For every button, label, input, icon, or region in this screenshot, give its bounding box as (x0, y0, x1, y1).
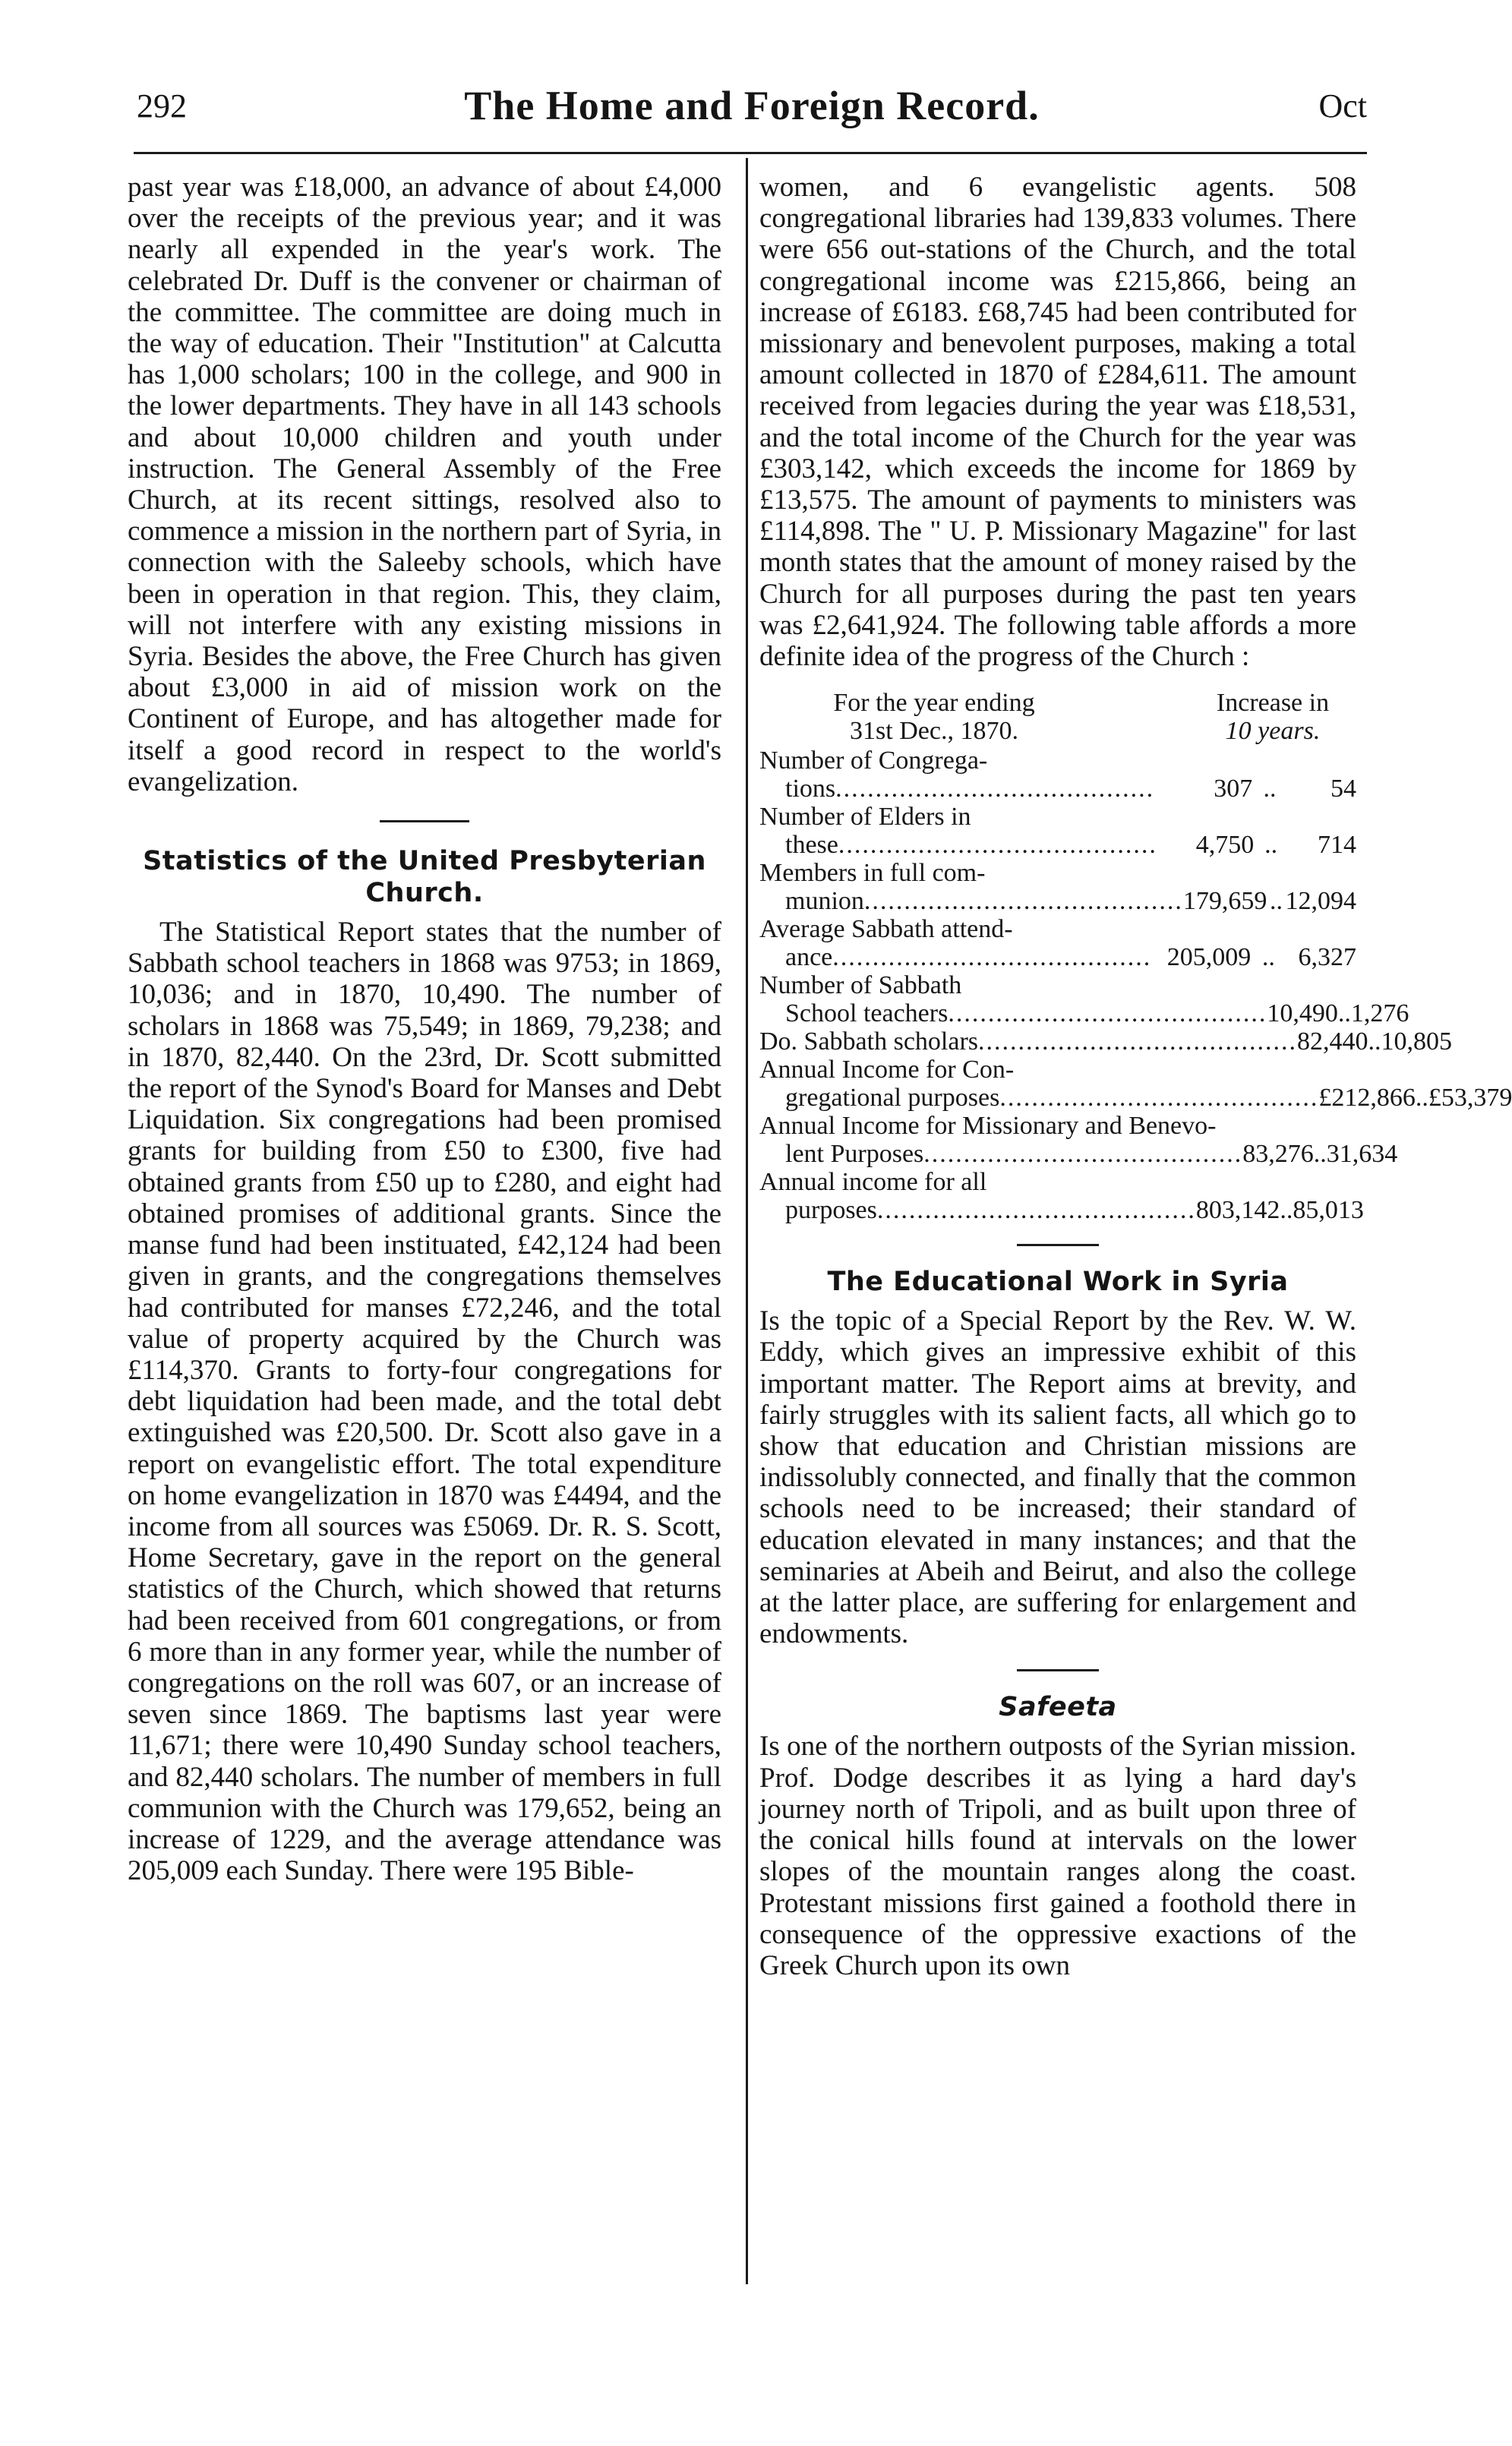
row-label-line-2: these (785, 831, 838, 860)
table-body (759, 746, 1512, 1225)
leader-dots: .. (1368, 1027, 1381, 1056)
row-values (759, 1196, 1364, 1225)
row-label-line-2: munion (785, 887, 864, 916)
leader-dots: ........................................ (978, 1027, 1298, 1056)
row-label-line-2: gregational purposes (785, 1084, 1000, 1113)
row-total: 83,276 (1242, 1140, 1314, 1169)
row-total: 803,142 (1195, 1196, 1280, 1225)
table-row (759, 1056, 1512, 1113)
table-row (759, 971, 1409, 1028)
row-total: 4,750 (1195, 831, 1255, 860)
row-values (759, 775, 1356, 803)
leader-dots: ........................................ (863, 887, 1183, 916)
row-label-line-2: purposes (785, 1196, 877, 1225)
table-header (759, 689, 1356, 745)
leader-dots: ........................................ (948, 999, 1267, 1028)
statistics-paragraph: The Statistical Report states that the number of Sabbath school teachers in 1868 was 9753; in 1869, 10,036; and in 1870, 10,490. The number of scholars in 1868 was 75,549; in 1869, 79,238; and in 1870, 82,440. On the 23rd, Dr. Scott submitted the report of the Synod's Board for Manses and Debt Liquidation. Six congregations had been promised grants for building from £50 to £300, five had obtained grants from £50 up to £280, and eight had obtained promises of additional grants. Since the manse fund had been instituated, £42,124 had been given in grants, and the congregations themselves had contributed for manses £72,246, and the total value of property acquired by the Church was £114,370. Grants to forty-four congregations for debt liquidation had been made, and the total debt extinguished was £20,500. Dr. Scott also gave in a report on evangelistic effort. The total expenditure on home evangelization in 1870 was £4494, and the income from all sources was £5069. Dr. R. S. Scott, Home Secretary, gave in the report on the general statistics of the Church, which showed that returns had been received from 601 congregations, or from 6 more than in any former year, while the number of congregations on the roll was 607, or an increase of seven since 1869. The baptisms last year were 11,671; there were 10,490 Sunday school teachers, and 82,440 scholars. The number of members in full communion with the Church was 179,652, being an increase of 1229, and the average attendance was 205,009 each Sunday. There were 195 Bible- (128, 917, 721, 1887)
row-increase: 6,327 (1298, 943, 1356, 972)
leader-dots: ........................................ (876, 1196, 1196, 1225)
page-number: 292 (137, 87, 187, 125)
row-increase: 54 (1330, 775, 1356, 803)
row-total: £212,866 (1318, 1084, 1416, 1113)
row-label-line-2: Do. Sabbath scholars (759, 1027, 979, 1056)
row-label-line-2: tions (785, 775, 836, 803)
leader-dots: ........................................ (835, 775, 1155, 803)
row-increase: £53,379 (1428, 1084, 1512, 1113)
row-values (759, 831, 1356, 859)
table-row (759, 859, 1356, 915)
row-label-line-1: Number of Elders in (759, 803, 971, 832)
column-divider (746, 158, 748, 2284)
leader-dots: .. (1313, 1140, 1327, 1169)
free-church-paragraph: past year was £18,000, an advance of about £4,000 over the receipts of the previous year; and it was nearly all expended in the year's work. The celebrated Dr. Duff is the convener or chairman of the committee. The committee are doing much in the way of education. Their "Institution" at Calcutta has 1,000 scholars; 100 in the college, and 900 in the lower departments. They have in all 143 schools and about 10,000 children and youth under instruction. The General Assembly of the Free Church, at its recent sittings, resolved also to commence a mission in the northern part of Syria, in connection with the Saleeby schools, which have been in operation in that region. This, they claim, will not interfere with any existing missions in Syria. Besides the above, the Free Church has given about £3,000 in aid of mission work on the Continent of Europe, and has altogether made for itself a good record in respect to the world's evangelization. (128, 172, 721, 797)
table-row (759, 1112, 1398, 1169)
section-heading-safeeta: Safeeta (999, 1692, 1117, 1723)
row-total: 307 (1214, 775, 1253, 803)
row-label-line-2: lent Purposes (785, 1140, 924, 1169)
journal-title: The Home and Foreign Record. (464, 83, 1040, 128)
row-increase: 10,805 (1381, 1027, 1453, 1056)
leader-dots: .. (1337, 999, 1351, 1028)
row-label-line-2: ance (785, 943, 833, 972)
row-label-line-1: Members in full com- (759, 859, 986, 888)
row-label-line-1: Number of Congrega- (759, 746, 988, 775)
section-separator (1017, 1669, 1099, 1671)
leader-dots: .. (1269, 887, 1283, 916)
table-row (759, 915, 1356, 971)
section-separator (380, 820, 469, 822)
table-row (759, 1027, 1453, 1056)
leader-dots: ........................................ (999, 1084, 1319, 1113)
safeeta-paragraph: Is one of the northern outposts of the Syrian mission. Prof. Dodge describes it as lying a hard day's journey north of Tripoli, and as built upon three of the conical hills found at intervals on the lower slopes of the mountain ranges along the coast. Protestant missions first gained a foothold there in consequence of the oppressive exactions of the Greek Church upon its own (759, 1731, 1356, 1981)
row-total: 82,440 (1297, 1027, 1368, 1056)
header-rule (134, 152, 1367, 154)
table-header-left (759, 689, 1109, 745)
leader-dots: .. (1261, 943, 1275, 972)
row-increase: 12,094 (1285, 887, 1356, 916)
left-column (128, 172, 721, 1886)
right-column (759, 172, 1512, 1981)
section-heading-educational-work: The Educational Work in Syria (827, 1267, 1289, 1298)
row-values (759, 1027, 1453, 1056)
row-label-line-2: School teachers (785, 999, 949, 1028)
row-total: 205,009 (1166, 943, 1252, 972)
row-increase: 714 (1318, 831, 1356, 860)
section-heading-up-statistics: Statistics of the United Presbyterian Church. (143, 846, 706, 909)
educational-work-paragraph: Is the topic of a Special Report by the Rev. W. W. Eddy, which gives an impressive exhibit of this important matter. The Report aims at brevity, and fairly struggles with its salient facts, all which go to show that education and Christian missions are indissolubly connected, and finally that the common schools need to be increased; their standard of education elevated in many instances; and that the seminaries at Abeih and Beirut, and also the college at the latter place, are suffering for enlargement and endowments. (759, 1305, 1356, 1650)
row-increase: 31,634 (1326, 1140, 1398, 1169)
row-increase: 85,013 (1293, 1196, 1364, 1225)
running-header (137, 82, 1367, 146)
leader-dots: .. (1263, 775, 1277, 803)
row-values (759, 887, 1356, 915)
issue-month: Oct (1318, 87, 1367, 125)
leader-dots: ........................................ (923, 1140, 1243, 1169)
leader-dots: .. (1280, 1196, 1293, 1225)
table-row (759, 803, 1356, 859)
row-label-line-1: Annual Income for Missionary and Benevo- (759, 1112, 1217, 1141)
table-header-right (1189, 689, 1356, 745)
row-increase: 1,276 (1350, 999, 1409, 1028)
section-separator (1017, 1244, 1099, 1246)
row-label-line-1: Annual Income for Con- (759, 1056, 1015, 1084)
row-values (759, 1084, 1512, 1113)
row-label-line-1: Annual income for all (759, 1168, 987, 1197)
header-left-line-1: For the year ending (833, 689, 1035, 718)
leader-dots: ........................................ (838, 831, 1157, 860)
leader-dots: ........................................ (832, 943, 1152, 972)
table-row (759, 746, 1356, 803)
row-values (759, 999, 1409, 1028)
table-row (759, 1168, 1364, 1225)
header-left-line-2: 31st Dec., 1870. (850, 717, 1018, 746)
header-right-line-2: 10 years. (1225, 717, 1321, 746)
bible-women-paragraph: women, and 6 evangelistic agents. 508 congregational libraries had 139,833 volumes. There were 656 out-stations of the Church, and the total congregational income was £215,866, being an increase of £6183. £68,745 had been contributed for missionary and benevolent purposes, making a total amount collected in 1870 of £284,611. The amount received from legacies during the year was £18,531, and the total income of the Church for the year was £303,142, which exceeds the income for 1869 by £13,575. The amount of payments to ministers was £114,898. The " U. P. Missionary Magazine" for last month states that the amount of money raised by the Church for all purposes during the past ten years was £2,641,924. The following table affords a more definite idea of the progress of the Church : (759, 172, 1356, 673)
row-total: 10,490 (1267, 999, 1338, 1028)
row-values (759, 943, 1356, 971)
row-label-line-1: Number of Sabbath (759, 971, 962, 1000)
row-values (759, 1140, 1398, 1169)
row-label-line-1: Average Sabbath attend- (759, 915, 1013, 944)
header-right-line-1: Increase in (1216, 689, 1330, 718)
progress-table (759, 689, 1512, 1225)
row-total: 179,659 (1182, 887, 1267, 916)
leader-dots: .. (1264, 831, 1278, 860)
leader-dots: .. (1415, 1084, 1428, 1113)
